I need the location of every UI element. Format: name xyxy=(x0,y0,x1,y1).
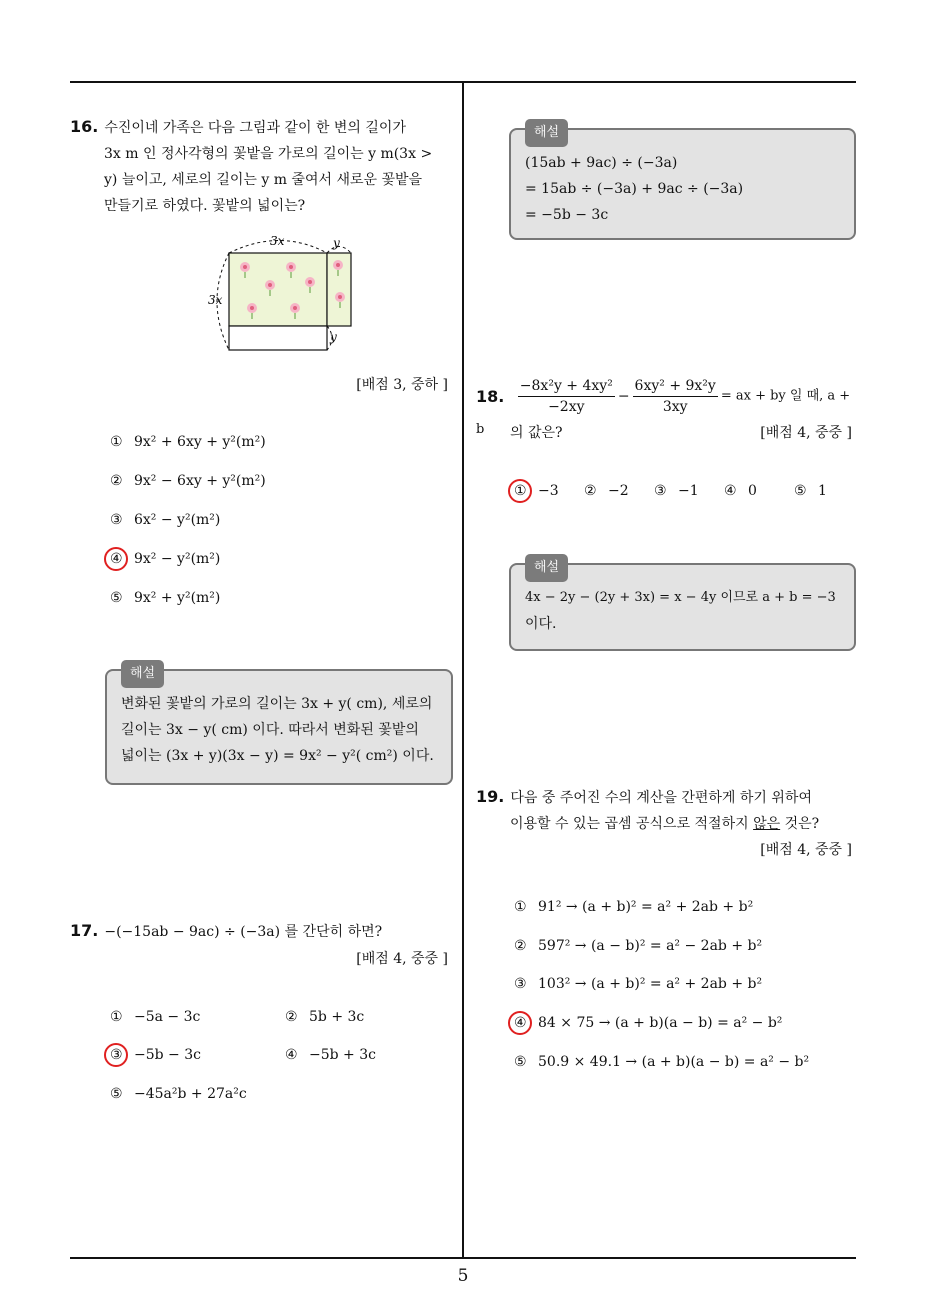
solution-box xyxy=(509,125,856,240)
question-text: 3x m 인 정사각형의 꽃밭을 가로의 길이는 y m(3x > xyxy=(104,146,433,162)
question-text: 수진이네 가족은 다음 그림과 같이 한 변의 길이가 xyxy=(104,120,406,136)
answer-circle xyxy=(104,1043,128,1067)
page-number: 5 xyxy=(457,1266,469,1286)
label-top-y: y xyxy=(333,236,340,250)
solution-text: 변화된 꽃밭의 가로의 길이는 3x + y( cm), 세로의 xyxy=(121,696,433,712)
points-label: [배점 4, 중중 ] xyxy=(356,951,448,967)
option-5[interactable]: ⑤ 1 xyxy=(794,483,827,499)
option-5[interactable]: ⑤ −45a²b + 27a²c xyxy=(110,1086,247,1102)
option-4[interactable]: ④ 9x² − y²(m²) xyxy=(110,551,221,567)
question-text: = ax + by 일 때, a + b xyxy=(476,388,851,437)
question-number: 17. xyxy=(70,921,99,940)
solution-tag: 해설 xyxy=(525,554,568,582)
label-right-y: y xyxy=(330,330,337,344)
option-1[interactable]: ① −5a − 3c xyxy=(110,1009,201,1025)
question-18: 18. $\frac{\text{−8x²y + 4xy²}}{-2xy}$ − $\frac{\text{6xy² + 9x²y}}{3xy}$ = ax + by 일 때, a + b xyxy=(476,378,851,437)
option-1[interactable]: ① 91² → (a + b)² = a² + 2ab + b² xyxy=(514,899,754,915)
solution-text: 4x − 2y − (2y + 3x) = x − 4y 이므로 a + b = −3 xyxy=(525,590,836,605)
points-label: [배점 3, 중하 ] xyxy=(356,377,448,393)
solution-text: 이다. xyxy=(525,616,557,632)
fraction-1: $\frac{\text{−8x²y + 4xy²}}{-2xy}$ xyxy=(519,378,613,415)
option-5[interactable]: ⑤ 9x² + y²(m²) xyxy=(110,590,221,606)
label-left-3x: 3x xyxy=(208,293,223,307)
option-5[interactable]: ⑤ 50.9 × 49.1 → (a + b)(a − b) = a² − b² xyxy=(514,1054,810,1070)
solution-text: = 15ab ÷ (−3a) + 9ac ÷ (−3a) xyxy=(525,181,744,197)
solution-box xyxy=(509,560,856,651)
answer-circle xyxy=(508,1011,532,1035)
solution-box xyxy=(105,666,453,785)
bottom-rule xyxy=(70,1257,856,1259)
points-label: [배점 4, 중중 ] xyxy=(760,842,852,858)
question-16 xyxy=(70,114,460,219)
question-text: 이용할 수 있는 곱셈 공식으로 적절하지 xyxy=(510,816,754,832)
solution-text: = −5b − 3c xyxy=(525,207,609,223)
question-number: 19. xyxy=(476,787,505,806)
question-number: 18. xyxy=(476,386,505,406)
question-text: −(−15ab − 9ac) ÷ (−3a) 를 간단히 하면? xyxy=(104,924,383,940)
option-2[interactable]: ② 9x² − 6xy + y²(m²) xyxy=(110,473,266,489)
option-3[interactable]: ③ −1 xyxy=(654,483,699,499)
question-text: 다음 중 주어진 수의 계산을 간편하게 하기 위하여 xyxy=(510,790,812,806)
points-label: [배점 4, 중중 ] xyxy=(760,425,852,441)
question-text: 만들기로 하였다. 꽃밭의 넓이는? xyxy=(104,198,306,214)
solution-tag: 해설 xyxy=(525,119,568,147)
answer-circle xyxy=(104,547,128,571)
question-19 xyxy=(476,784,860,837)
solution-text: 넓이는 (3x + y)(3x − y) = 9x² − y²( cm²) 이다. xyxy=(121,748,434,764)
column-divider xyxy=(462,82,464,1257)
option-3[interactable]: ③ 103² → (a + b)² = a² + 2ab + b² xyxy=(514,976,763,992)
option-2[interactable]: ② 597² → (a − b)² = a² − 2ab + b² xyxy=(514,938,763,954)
answer-circle xyxy=(508,479,532,503)
solution-text: (15ab + 9ac) ÷ (−3a) xyxy=(525,155,678,171)
question-number: 16. xyxy=(70,117,99,136)
question-text: 것은? xyxy=(780,816,820,832)
option-3[interactable]: ③ −5b − 3c xyxy=(110,1047,201,1063)
option-1[interactable]: ① −3 xyxy=(514,483,559,499)
garden-figure xyxy=(200,230,360,360)
underlined-word: 않은 xyxy=(753,816,781,832)
solution-tag: 해설 xyxy=(121,660,164,688)
question-17 xyxy=(70,918,460,945)
fraction-2: $\frac{\text{6xy² + 9x²y}}{3xy}$ xyxy=(634,378,716,415)
question-text: y) 늘이고, 세로의 길이는 y m 줄여서 새로운 꽃밭을 xyxy=(104,172,423,188)
option-1[interactable]: ① 9x² + 6xy + y²(m²) xyxy=(110,434,266,450)
option-4[interactable]: ④ 0 xyxy=(724,483,757,499)
label-top-3x: 3x xyxy=(270,234,285,248)
option-4[interactable]: ④ −5b + 3c xyxy=(285,1047,376,1063)
option-3[interactable]: ③ 6x² − y²(m²) xyxy=(110,512,221,528)
option-4[interactable]: ④ 84 × 75 → (a + b)(a − b) = a² − b² xyxy=(514,1015,783,1031)
option-2[interactable]: ② 5b + 3c xyxy=(285,1009,365,1025)
solution-text: 길이는 3x − y( cm) 이다. 따라서 변화된 꽃밭의 xyxy=(121,722,419,738)
question-text: 의 값은? xyxy=(510,425,563,441)
option-2[interactable]: ② −2 xyxy=(584,483,629,499)
